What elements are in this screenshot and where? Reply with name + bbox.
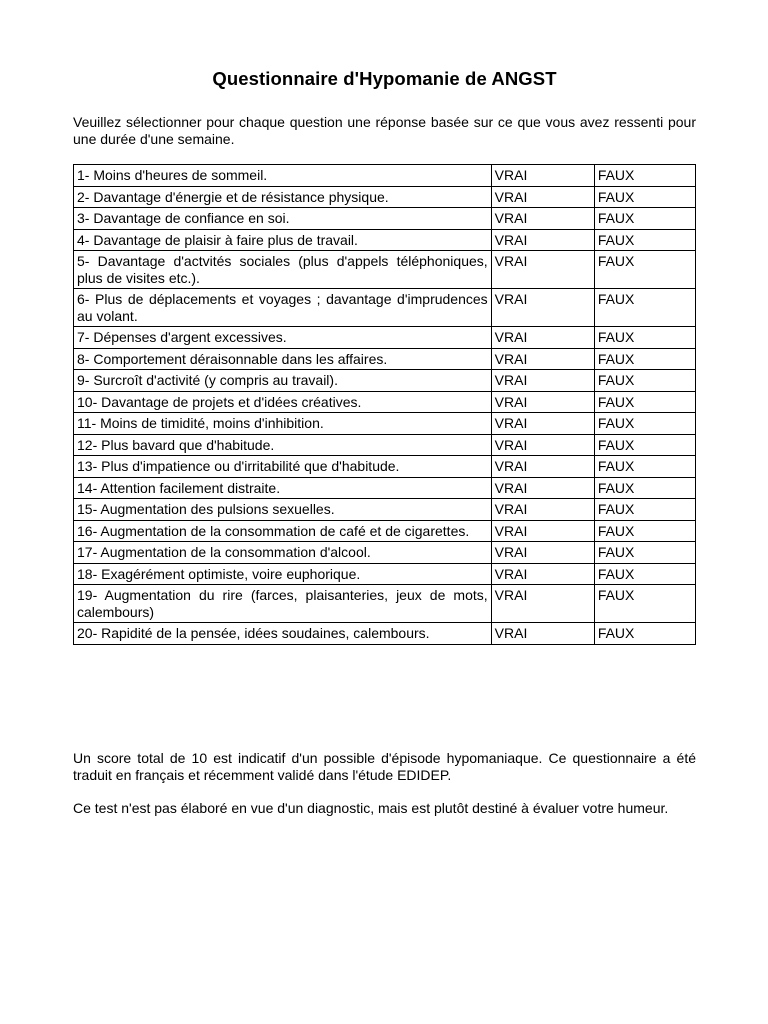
question-row [74, 327, 696, 349]
answer-faux-option[interactable]: FAUX [594, 542, 695, 564]
question-text: 4- Davantage de plaisir à faire plus de travail. [74, 229, 492, 251]
answer-faux-option[interactable]: FAUX [594, 391, 695, 413]
answer-vrai-option[interactable]: VRAI [491, 585, 594, 623]
answer-faux-option[interactable]: FAUX [594, 348, 695, 370]
answer-vrai-option[interactable]: VRAI [491, 520, 594, 542]
question-row [74, 186, 696, 208]
question-row [74, 229, 696, 251]
answer-vrai-option[interactable]: VRAI [491, 251, 594, 289]
answer-vrai-option[interactable]: VRAI [491, 208, 594, 230]
page-title: Questionnaire d'Hypomanie de ANGST [212, 68, 557, 89]
answer-vrai-option[interactable]: VRAI [491, 327, 594, 349]
answer-faux-option[interactable]: FAUX [594, 520, 695, 542]
answer-vrai-option[interactable]: VRAI [491, 413, 594, 435]
question-row [74, 520, 696, 542]
question-row [74, 208, 696, 230]
answer-vrai-option[interactable]: VRAI [491, 434, 594, 456]
answer-faux-option[interactable]: FAUX [594, 456, 695, 478]
questionnaire-table [73, 164, 696, 645]
question-row [74, 585, 696, 623]
answer-vrai-option[interactable]: VRAI [491, 186, 594, 208]
disclaimer-note: Ce test n'est pas élaboré en vue d'un diagnostic, mais est plutôt destiné à évaluer votre humeur. [73, 800, 669, 816]
question-text: 14- Attention facilement distraite. [74, 477, 492, 499]
question-row [74, 413, 696, 435]
question-row [74, 456, 696, 478]
question-text: 5- Davantage d'actvités sociales (plus d'appels téléphoniques, plus de visites etc.). [74, 251, 492, 289]
answer-faux-option[interactable]: FAUX [594, 585, 695, 623]
intro-text: Veuillez sélectionner pour chaque question une réponse basée sur ce que vous avez ressenti pour une durée d'une semaine. [73, 114, 696, 147]
answer-vrai-option[interactable]: VRAI [491, 623, 594, 645]
question-text: 6- Plus de déplacements et voyages ; davantage d'imprudences au volant. [74, 289, 492, 327]
question-text: 19- Augmentation du rire (farces, plaisanteries, jeux de mots, calembours) [74, 585, 492, 623]
answer-faux-option[interactable]: FAUX [594, 186, 695, 208]
question-row [74, 370, 696, 392]
answer-faux-option[interactable]: FAUX [594, 499, 695, 521]
question-text: 2- Davantage d'énergie et de résistance physique. [74, 186, 492, 208]
footer-notes [73, 750, 696, 834]
question-text: 13- Plus d'impatience ou d'irritabilité que d'habitude. [74, 456, 492, 478]
question-text: 17- Augmentation de la consommation d'alcool. [74, 542, 492, 564]
question-row [74, 165, 696, 187]
answer-vrai-option[interactable]: VRAI [491, 165, 594, 187]
answer-vrai-option[interactable]: VRAI [491, 499, 594, 521]
question-text: 3- Davantage de confiance en soi. [74, 208, 492, 230]
answer-vrai-option[interactable]: VRAI [491, 289, 594, 327]
question-text: 10- Davantage de projets et d'idées créatives. [74, 391, 492, 413]
question-row [74, 391, 696, 413]
answer-faux-option[interactable]: FAUX [594, 327, 695, 349]
answer-vrai-option[interactable]: VRAI [491, 370, 594, 392]
answer-faux-option[interactable]: FAUX [594, 434, 695, 456]
question-row [74, 499, 696, 521]
score-note: Un score total de 10 est indicatif d'un possible d'épisode hypomaniaque. Ce questionnaire a été traduit en français et récemment validé dans l'étude EDIDEP. [73, 750, 696, 783]
answer-vrai-option[interactable]: VRAI [491, 229, 594, 251]
question-text: 7- Dépenses d'argent excessives. [74, 327, 492, 349]
answer-vrai-option[interactable]: VRAI [491, 456, 594, 478]
answer-vrai-option[interactable]: VRAI [491, 563, 594, 585]
answer-faux-option[interactable]: FAUX [594, 289, 695, 327]
question-text: 18- Exagérément optimiste, voire euphorique. [74, 563, 492, 585]
answer-vrai-option[interactable]: VRAI [491, 348, 594, 370]
answer-faux-option[interactable]: FAUX [594, 477, 695, 499]
question-row [74, 251, 696, 289]
question-text: 8- Comportement déraisonnable dans les affaires. [74, 348, 492, 370]
question-row [74, 477, 696, 499]
answer-vrai-option[interactable]: VRAI [491, 391, 594, 413]
answer-faux-option[interactable]: FAUX [594, 413, 695, 435]
question-text: 11- Moins de timidité, moins d'inhibition. [74, 413, 492, 435]
answer-faux-option[interactable]: FAUX [594, 229, 695, 251]
answer-faux-option[interactable]: FAUX [594, 208, 695, 230]
answer-faux-option[interactable]: FAUX [594, 623, 695, 645]
question-row [74, 289, 696, 327]
question-text: 9- Surcroît d'activité (y compris au travail). [74, 370, 492, 392]
question-text: 12- Plus bavard que d'habitude. [74, 434, 492, 456]
answer-vrai-option[interactable]: VRAI [491, 542, 594, 564]
question-row [74, 542, 696, 564]
answer-faux-option[interactable]: FAUX [594, 563, 695, 585]
answer-faux-option[interactable]: FAUX [594, 165, 695, 187]
question-row [74, 623, 696, 645]
question-row [74, 563, 696, 585]
question-row [74, 348, 696, 370]
question-text: 20- Rapidité de la pensée, idées soudaines, calembours. [74, 623, 492, 645]
question-text: 1- Moins d'heures de sommeil. [74, 165, 492, 187]
question-row [74, 434, 696, 456]
answer-faux-option[interactable]: FAUX [594, 370, 695, 392]
answer-faux-option[interactable]: FAUX [594, 251, 695, 289]
question-text: 16- Augmentation de la consommation de café et de cigarettes. [74, 520, 492, 542]
question-text: 15- Augmentation des pulsions sexuelles. [74, 499, 492, 521]
answer-vrai-option[interactable]: VRAI [491, 477, 594, 499]
